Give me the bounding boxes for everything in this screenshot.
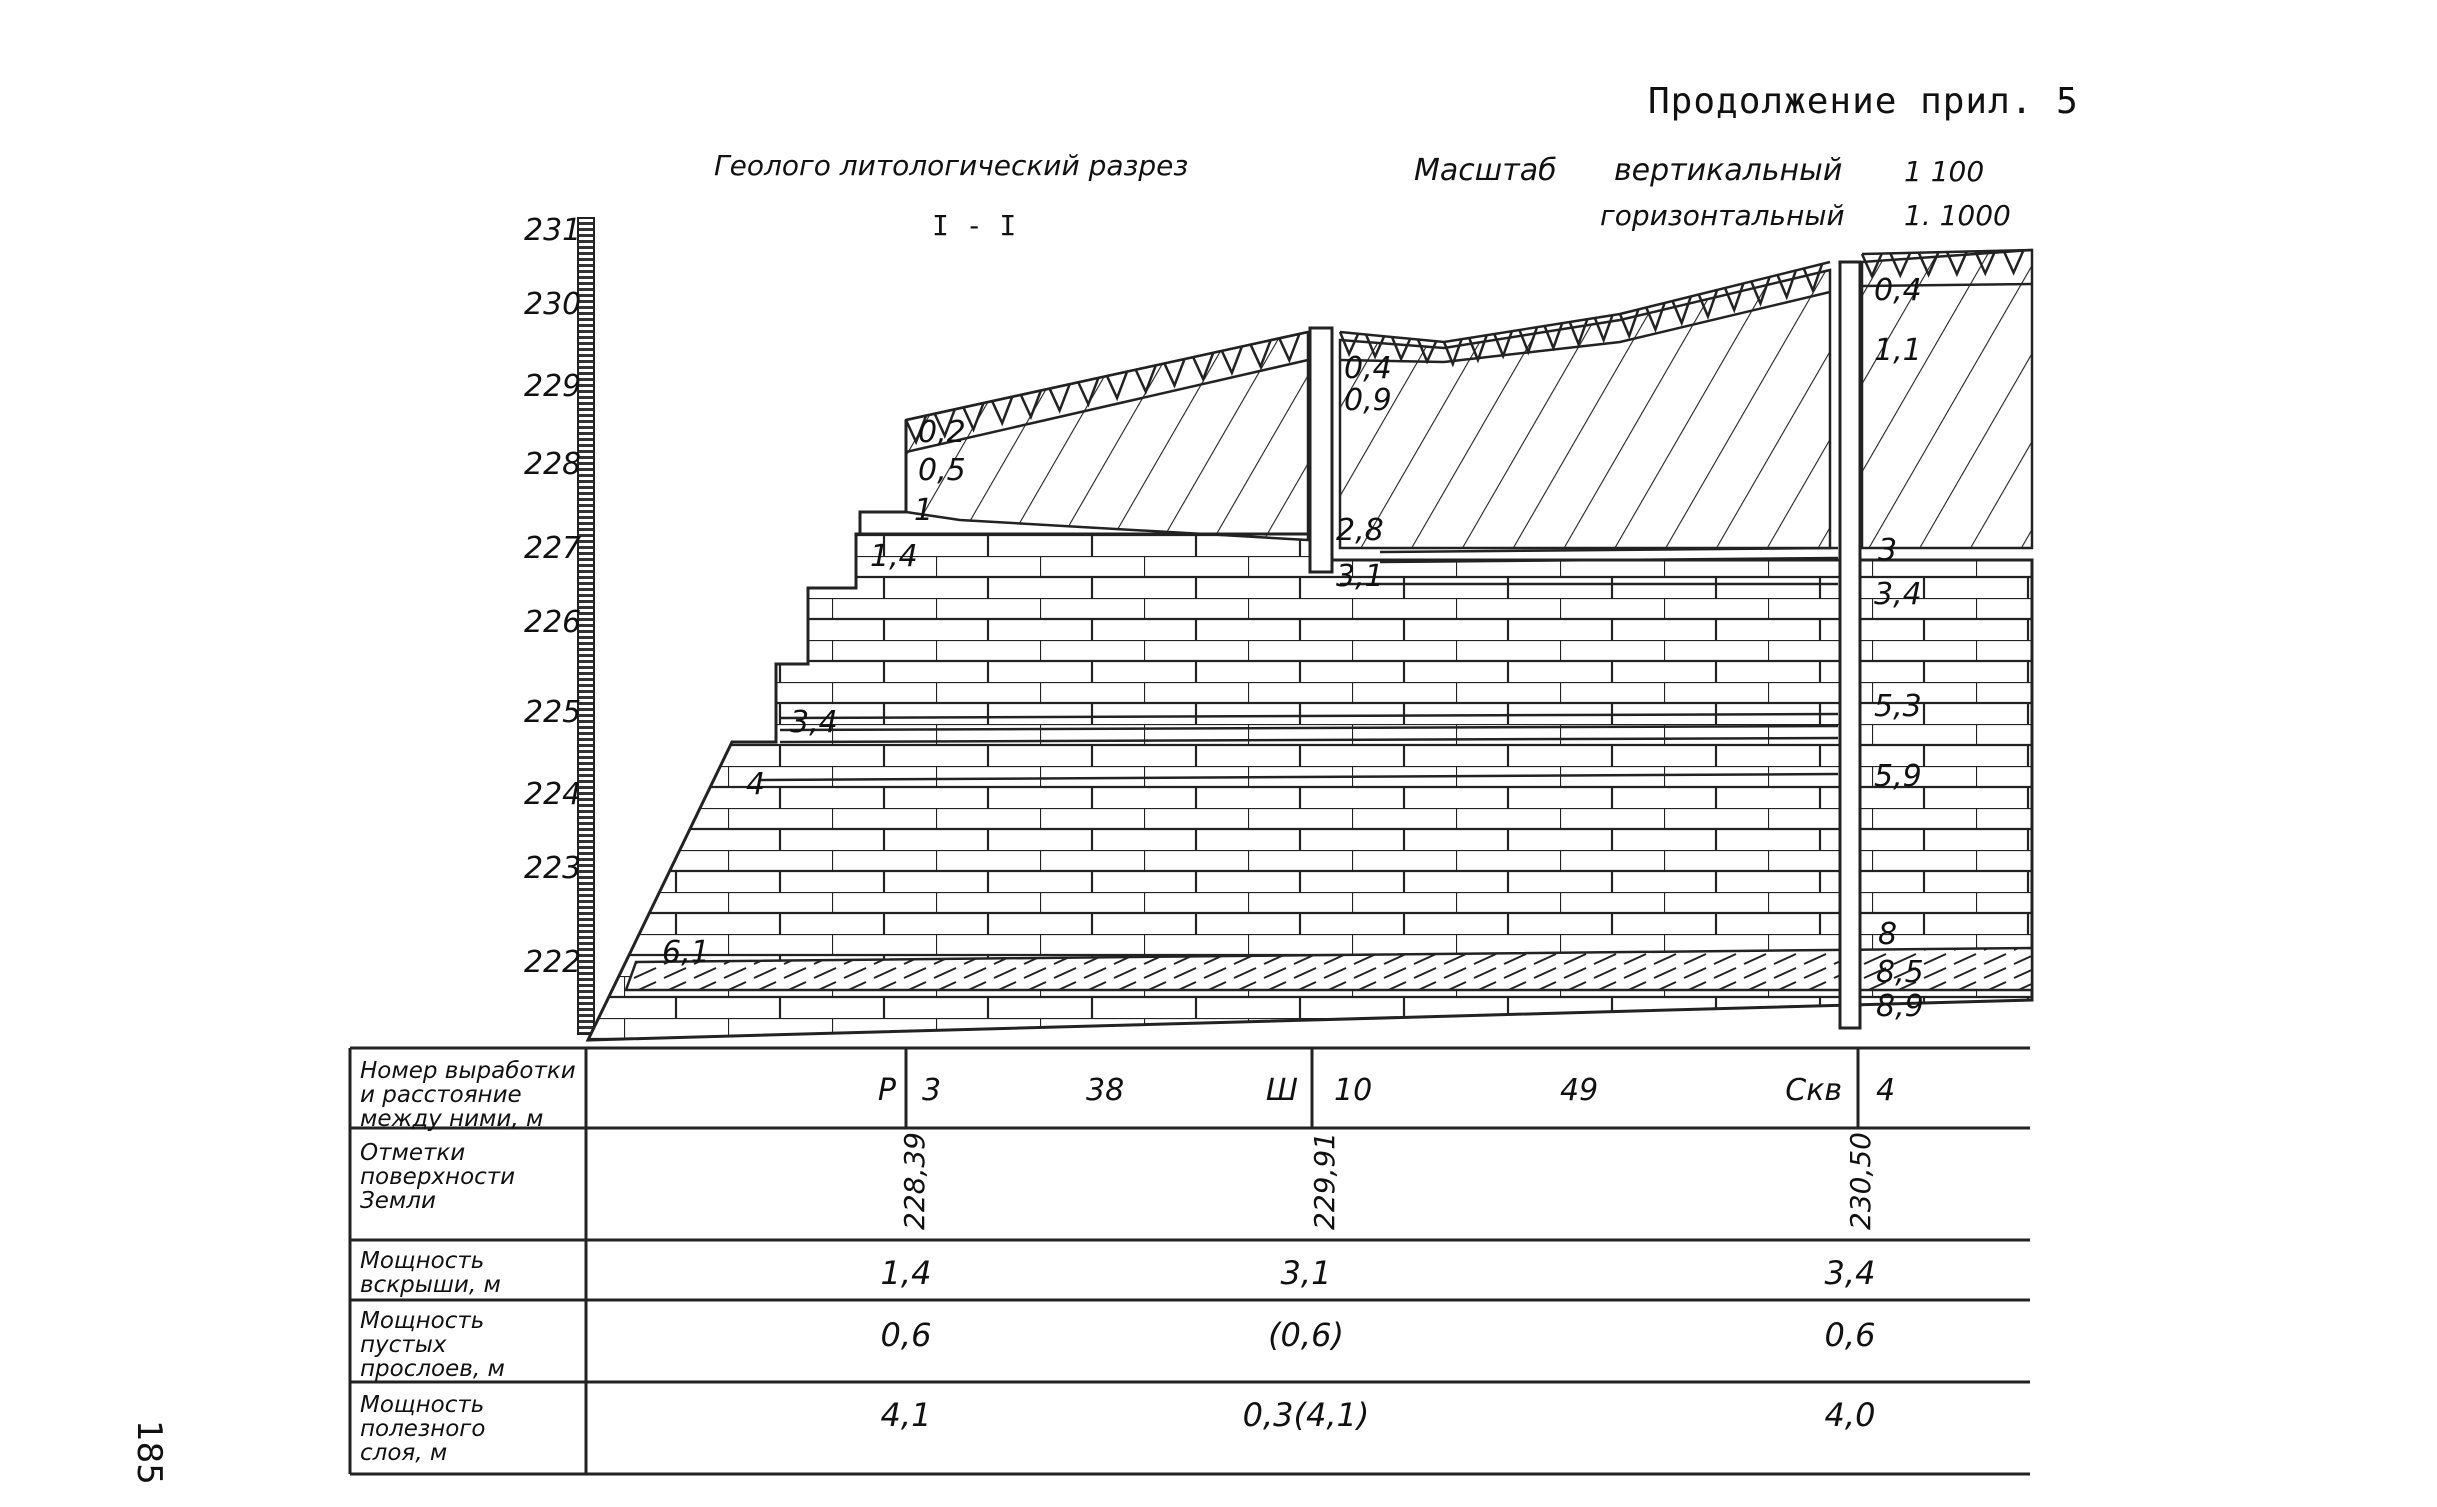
well-layer-label: 5,3 xyxy=(1874,689,1922,724)
elevation-tick-label: 228 xyxy=(524,447,582,482)
working-number: 3 xyxy=(922,1073,942,1108)
waste-interlayer-thickness: (0,6) xyxy=(1268,1316,1344,1354)
elevation-tick-label: 227 xyxy=(524,531,582,566)
working-number: 4 xyxy=(1876,1073,1896,1108)
surface-elevation: 229,91 xyxy=(1308,1132,1341,1230)
working-distance: 38 xyxy=(1086,1073,1125,1108)
row-header-line: пустых xyxy=(360,1332,447,1358)
scale-label: Масштаб xyxy=(1414,153,1557,188)
pit-layer-label: 0,5 xyxy=(918,453,966,488)
working-type: Скв xyxy=(1785,1073,1842,1108)
row-header-line: Мощность xyxy=(360,1248,485,1274)
useful-layer-thickness: 4,1 xyxy=(880,1396,932,1434)
useful-layer-thickness: 0,3(4,1) xyxy=(1242,1396,1370,1434)
overburden-thickness: 1,4 xyxy=(880,1254,932,1292)
row-header-line: между ними, м xyxy=(360,1106,544,1132)
waste-interlayer-thickness: 0,6 xyxy=(1824,1316,1876,1354)
row-header-line: Отметки xyxy=(360,1140,466,1166)
row-header-line: прослоев, м xyxy=(360,1356,505,1382)
working-type: Ш xyxy=(1265,1073,1298,1108)
elevation-tick-label: 229 xyxy=(524,369,582,404)
pit-layer-label: 3,4 xyxy=(790,705,838,740)
pit-layer-label: 4 xyxy=(746,767,766,802)
elevation-tick-label: 224 xyxy=(524,777,582,812)
useful-layer-thickness: 4,0 xyxy=(1824,1396,1876,1434)
shaft-layer-label: 2,8 xyxy=(1336,513,1384,548)
section-id: I - I xyxy=(932,209,1017,242)
well-layer-label: 1,1 xyxy=(1874,333,1922,368)
elevation-tick-label: 225 xyxy=(524,695,582,730)
elevation-tick-label: 222 xyxy=(524,945,582,980)
row-header-line: Номер выработки xyxy=(360,1058,576,1084)
elevation-tick-label: 223 xyxy=(524,851,582,886)
elevation-tick-label: 226 xyxy=(524,605,582,640)
well-layer-label: 8,9 xyxy=(1876,989,1924,1024)
shaft-layer-label: 0,4 xyxy=(1344,351,1392,386)
shaft-layer-label: 3,1 xyxy=(1336,559,1384,594)
working-type: Р xyxy=(877,1073,896,1108)
working-number: 10 xyxy=(1334,1073,1373,1108)
row-header-line: вскрыши, м xyxy=(360,1272,501,1298)
scale-vertical-value: 1 100 xyxy=(1904,155,1985,188)
shaft-layer-label: 0,9 xyxy=(1344,383,1392,418)
scale-vertical-label: вертикальный xyxy=(1614,153,1843,188)
scale-horizontal-value: 1. 1000 xyxy=(1904,199,2011,232)
well-layer-label: 3 xyxy=(1878,533,1898,568)
surface-elevation: 230,50 xyxy=(1844,1132,1877,1230)
overburden-thickness: 3,4 xyxy=(1824,1254,1876,1292)
well-layer-label: 8 xyxy=(1878,917,1898,952)
working-distance: 49 xyxy=(1560,1073,1599,1108)
row-header-line: полезного xyxy=(360,1416,486,1442)
row-header-line: Мощность xyxy=(360,1308,485,1334)
page-number: 185 xyxy=(129,1420,169,1485)
row-header-line: поверхности xyxy=(360,1164,516,1190)
overburden-thickness: 3,1 xyxy=(1280,1254,1332,1292)
shaft-column xyxy=(1310,328,1332,572)
row-header-line: и расстояние xyxy=(360,1082,522,1108)
data-table xyxy=(350,1048,2030,1474)
well-layer-label: 8,5 xyxy=(1876,955,1924,990)
surface-elevation: 228,39 xyxy=(898,1132,931,1230)
row-header-line: Земли xyxy=(360,1188,436,1214)
pit-layer-label: 1 xyxy=(914,493,934,528)
pit-layer-label: 1,4 xyxy=(870,539,918,574)
continuation-note: Продолжение прил. 5 xyxy=(1648,81,2079,122)
row-header-line: слоя, м xyxy=(360,1440,448,1466)
row-header-line: Мощность xyxy=(360,1392,485,1418)
pit-layer-label: 0,2 xyxy=(918,415,966,450)
well-layer-label: 0,4 xyxy=(1874,273,1922,308)
well-layer-label: 5,9 xyxy=(1874,759,1922,794)
section-title: Геолого литологический разрез xyxy=(714,149,1189,182)
clay-layer xyxy=(906,250,2032,548)
waste-interlayer-thickness: 0,6 xyxy=(880,1316,932,1354)
scale-horizontal-label: горизонтальный xyxy=(1600,199,1845,232)
borehole-column xyxy=(1840,262,1860,1028)
pit-layer-label: 6,1 xyxy=(662,935,710,970)
well-layer-label: 3,4 xyxy=(1874,577,1922,612)
elevation-tick-label: 231 xyxy=(524,213,582,248)
elevation-tick-label: 230 xyxy=(524,287,582,322)
